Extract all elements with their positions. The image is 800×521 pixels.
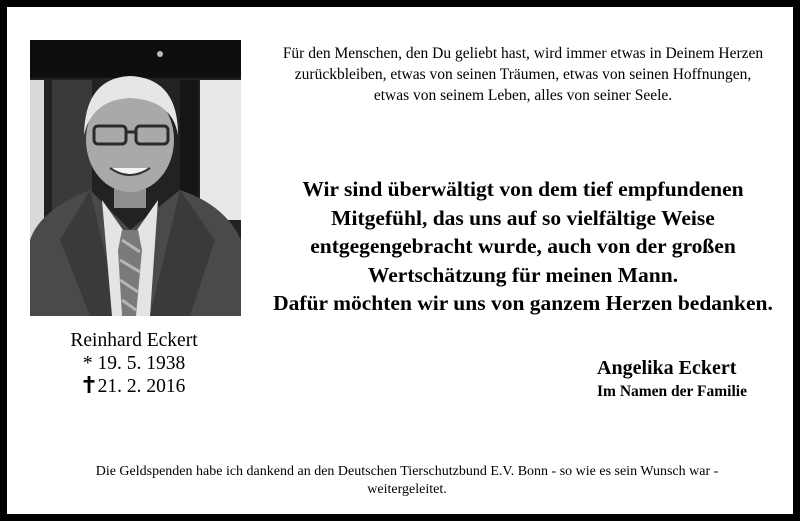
- quote-line: etwas von seinem Leben, alles von seiner Seele.: [373, 87, 673, 104]
- birth-date: * 19. 5. 1938: [82, 353, 186, 374]
- donation-note: [37, 463, 777, 499]
- thanks-line: Dafür möchten wir uns von ganzem Herzen bedanken.: [273, 291, 773, 315]
- footer-line: weitergeleitet.: [367, 482, 447, 497]
- thanks-line: entgegengebracht wurde, auch von der großen: [310, 234, 736, 258]
- thanks-line: Wir sind überwältigt von dem tief empfundenen: [302, 177, 744, 201]
- quote-line: zurückbleiben, etwas von seinen Träumen, etwas von seinen Hoffnungen,: [294, 66, 752, 83]
- thank-you-message: [253, 175, 793, 318]
- signature-name: Angelika Eckert: [597, 357, 737, 379]
- deceased-info: [47, 329, 221, 398]
- death-date-row: [47, 375, 221, 398]
- memorial-quote: [259, 43, 787, 106]
- thanks-line: Wertschätzung für meinen Mann.: [367, 262, 679, 287]
- death-date: 21. 2. 2016: [97, 376, 186, 397]
- deceased-name: Reinhard Eckert: [70, 330, 198, 351]
- portrait-photo: [30, 40, 241, 316]
- quote-line: Für den Menschen, den Du geliebt hast, wird immer etwas in Deinem Herzen: [282, 45, 764, 62]
- footer-line: Die Geldspenden habe ich dankend an den Deutschen Tierschutzbund E.V. Bonn - so wie es sein Wunsch war -: [95, 464, 719, 479]
- signature-block: [597, 356, 747, 402]
- cross-icon: [83, 375, 95, 398]
- thanks-line: Mitgefühl, das uns auf so vielfältige Weise: [331, 205, 715, 230]
- signature-subtitle: Im Namen der Familie: [597, 383, 747, 400]
